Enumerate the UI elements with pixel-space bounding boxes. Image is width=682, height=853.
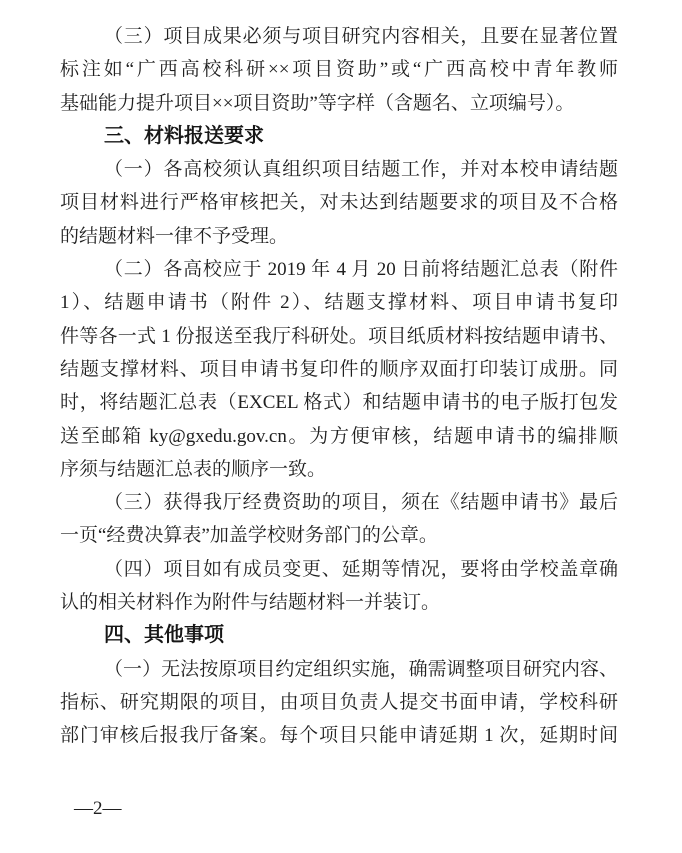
text-line: 时，将结题汇总表（EXCEL 格式）和结题申请书的电子版打包发 — [60, 392, 618, 414]
section-heading: 三、材料报送要求 — [104, 124, 264, 147]
text-line: 部门审核后报我厅备案。每个项目只能申请延期 1 次，延期时间 — [60, 725, 618, 747]
text-line: （三）获得我厅经费资助的项目，须在《结题申请书》最后 — [104, 492, 618, 514]
text-line: 一页“经费决算表”加盖学校财务部门的公章。 — [60, 525, 438, 547]
text-line: 件等各一式 1 份报送至我厅科研处。项目纸质材料按结题申请书、 — [60, 325, 618, 347]
page-number: —2— — [74, 798, 122, 819]
text-line: 序须与结题汇总表的顺序一致。 — [60, 458, 327, 480]
text-line: （二）各高校应于 2019 年 4 月 20 日前将结题汇总表（附件 — [104, 259, 618, 281]
text-line: 送至邮箱 ky@gxedu.gov.cn。为方便审核，结题申请书的编排顺 — [60, 425, 618, 447]
text-line: 的结题材料一律不予受理。 — [60, 225, 289, 247]
text-line: 1）、结题申请书（附件 2）、结题支撑材料、项目申请书复印 — [60, 292, 618, 314]
text-line: （三）项目成果必须与项目研究内容相关，且要在显著位置 — [104, 26, 618, 47]
section-heading: 四、其他事项 — [104, 624, 224, 647]
text-line: （四）项目如有成员变更、延期等情况，要将由学校盖章确 — [104, 558, 618, 580]
text-line: 指标、研究期限的项目，由项目负责人提交书面申请，学校科研 — [60, 691, 618, 713]
text-line: 认的相关材料作为附件与结题材料一并装订。 — [60, 592, 441, 614]
text-line: （一）无法按原项目约定组织实施，确需调整项目研究内容、 — [104, 658, 618, 680]
text-line: 标注如“广西高校科研××项目资助”或“广西高校中青年教师 — [60, 59, 618, 81]
text-line: 结题支撑材料、项目申请书复印件的顺序双面打印装订成册。同 — [60, 358, 618, 380]
document-body — [60, 20, 618, 753]
text-line: （一）各高校须认真组织项目结题工作，并对本校申请结题 — [104, 159, 618, 181]
text-line: 项目材料进行严格审核把关，对未达到结题要求的项目及不合格 — [60, 192, 618, 214]
text-line: 基础能力提升项目××项目资助”等字样（含题名、立项编号）。 — [60, 92, 575, 114]
